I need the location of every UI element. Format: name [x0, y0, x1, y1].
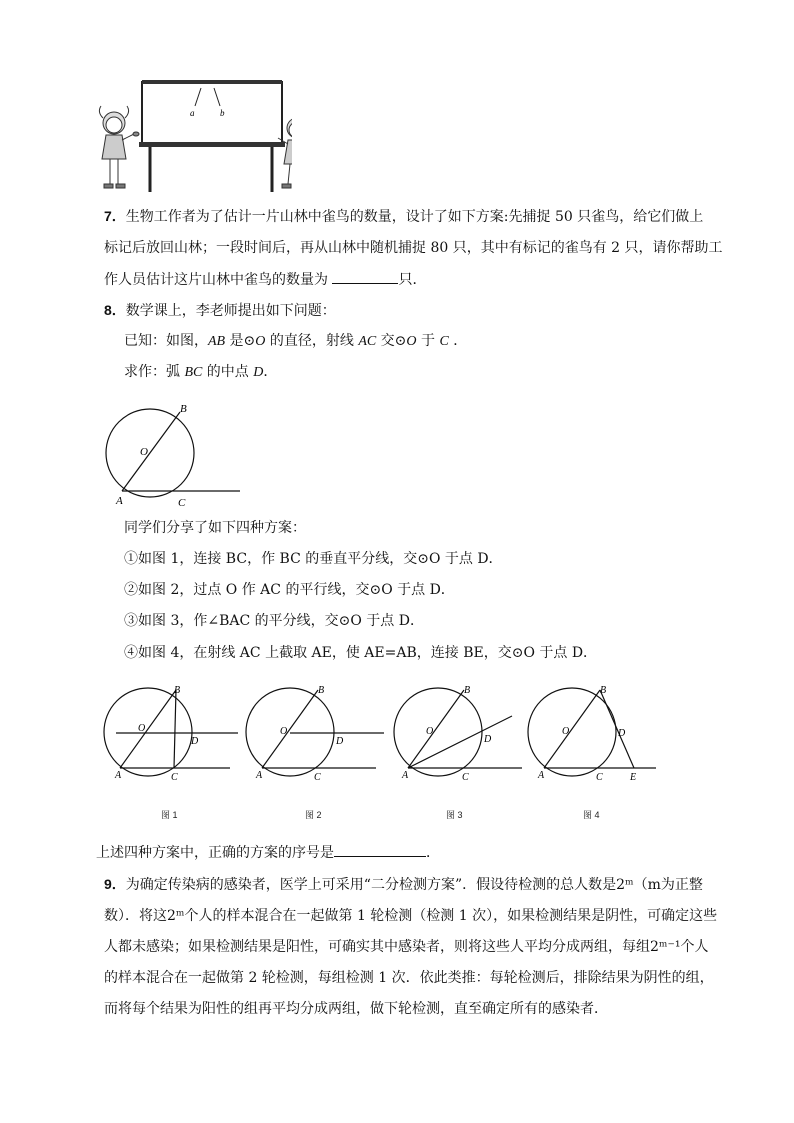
q9-line2: 数）．将这2ᵐ个人的样本混合在一起做第 1 轮检测（检测 1 次），如果检测结果是阴性，可确定这些	[104, 908, 718, 924]
svg-text:A: A	[402, 770, 409, 781]
q9-line5: 而将每个结果为阳性的组再平均分成两组，做下轮检测，直至确定所有的感染者．	[104, 1001, 608, 1017]
q8-answer-blank[interactable]	[334, 842, 426, 857]
caption-figure-1: 图 1	[161, 810, 178, 820]
label-a: a	[190, 108, 195, 118]
figure-3	[394, 685, 522, 783]
q8-conclusion: 上述四种方案中，正确的方案的序号是 ．	[96, 842, 440, 863]
caption-figure-4: 图 4	[583, 810, 600, 820]
q8-main-figure	[100, 398, 250, 510]
figure-1	[104, 685, 238, 783]
svg-text:D: D	[336, 736, 344, 747]
svg-text:B: B	[180, 403, 187, 415]
svg-text:A: A	[115, 770, 122, 781]
figure-2	[246, 685, 384, 783]
svg-text:C: C	[178, 497, 186, 509]
svg-text:O: O	[138, 723, 146, 734]
q8-plan-2: ②如图 2，过点 O 作 AC 的平行线，交⊙O 于点 D．	[124, 582, 455, 598]
q9-number: 9．	[104, 876, 126, 892]
q8-plan-4: ④如图 4，在射线 AC 上截取 AE，使 AE=AB，连接 BE，交⊙O 于点 D．	[124, 645, 598, 661]
svg-text:D: D	[618, 728, 626, 739]
caption-figure-2: 图 2	[305, 810, 322, 820]
q7-line3: 作人员估计这片山林中雀鸟的数量为 只．	[104, 269, 426, 290]
svg-text:B: B	[464, 685, 471, 696]
q8-ask: 求作：弧 BC 的中点 D．	[124, 364, 278, 380]
svg-text:O: O	[562, 726, 570, 737]
svg-text:C: C	[462, 772, 469, 783]
q7-answer-blank[interactable]	[332, 269, 398, 284]
svg-text:C: C	[314, 772, 321, 783]
q8-number: 8．	[104, 302, 126, 318]
svg-text:B: B	[318, 685, 325, 696]
figure-4	[528, 685, 656, 783]
q7-number: 7．	[104, 208, 126, 224]
svg-text:E: E	[630, 772, 637, 783]
q9-line3: 人都未感染；如果检测结果是阳性，可确实其中感染者，则将这些人平均分成两组，每组2ᵐ⁻¹个人	[104, 939, 709, 955]
q7-line2: 标记后放回山林；一段时间后，再从山林中随机捕捉 80 只，其中有标记的雀鸟有 2 只，请你帮助工	[104, 240, 723, 256]
svg-text:B: B	[600, 685, 607, 696]
q8-plan-1: ①如图 1，连接 BC，作 BC 的垂直平分线，交⊙O 于点 D．	[124, 551, 503, 567]
svg-text:C: C	[171, 772, 178, 783]
caption-figure-3: 图 3	[446, 810, 463, 820]
svg-text:A: A	[256, 770, 263, 781]
svg-text:D: D	[484, 734, 492, 745]
q7-line1: 7．生物工作者为了估计一片山林中雀鸟的数量，设计了如下方案:先捕捉 50 只雀鸟，给它们做上	[104, 208, 704, 225]
q8-four-figures	[98, 680, 668, 786]
q8-known: 已知：如图，AB 是⊙O 的直径，射线 AC 交⊙O 于 C ．	[124, 333, 468, 349]
svg-text:O: O	[140, 446, 148, 458]
label-b: b	[220, 108, 225, 118]
girl-figure	[99, 106, 139, 188]
svg-text:A: A	[116, 495, 123, 507]
q8-line-intro: 8．数学课上，李老师提出如下问题：	[104, 302, 336, 319]
q9-line1: 9．为确定传染病的感染者，医学上可采用“二分检测方案”．假设待检测的总人数是2ᵐ（m为正整	[104, 876, 703, 893]
svg-text:B: B	[174, 685, 181, 696]
svg-text:O: O	[280, 726, 288, 737]
svg-text:D: D	[191, 736, 199, 747]
svg-text:A: A	[538, 770, 545, 781]
q8-share: 同学们分享了如下四种方案：	[124, 520, 306, 536]
q9-line4: 的样本混合在一起做第 2 轮检测，每组检测 1 次．依此类推：每轮检测后，排除结果为阴性的组，	[104, 970, 714, 986]
q8-plan-3: ③如图 3，作∠BAC 的平分线，交⊙O 于点 D．	[124, 613, 424, 629]
blackboard-figure	[92, 78, 292, 196]
svg-text:O: O	[426, 726, 434, 737]
svg-text:C: C	[596, 772, 603, 783]
